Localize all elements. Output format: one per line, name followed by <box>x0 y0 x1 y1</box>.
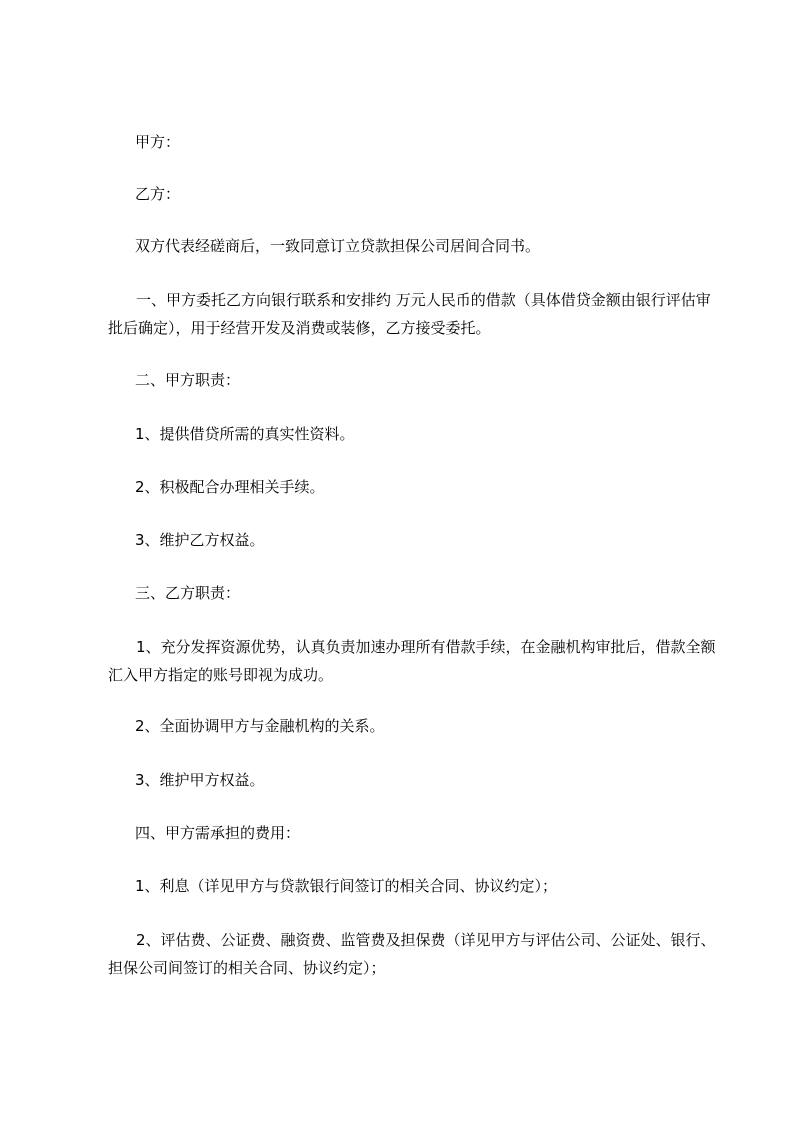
party-b-label: 乙方： <box>135 185 181 203</box>
section-3-item-2: 2、全面协调甲方与金融机构的关系。 <box>135 717 385 735</box>
section-4-item-2: 2、评估费、公证费、融资费、监管费及担保费（详见甲方与评估公司、公证处、银行、担保公司间签订的相关合同、协议约定）； <box>108 931 716 977</box>
section-3-item-1: 1、充分发挥资源优势，认真负责加速办理所有借款手续，在金融机构审批后，借款全额汇入甲方指定的账号即视为成功。 <box>108 638 716 684</box>
section-3-item-3: 3、维护甲方权益。 <box>135 771 265 789</box>
section-4-item-1: 1、利息（详见甲方与贷款银行间签订的相关合同、协议约定）； <box>135 877 558 895</box>
section-4-title: 四、甲方需承担的费用： <box>135 824 301 842</box>
intro-paragraph: 双方代表经磋商后，一致同意订立贷款担保公司居间合同书。 <box>135 237 541 255</box>
section-3-title: 三、乙方职责： <box>135 584 241 602</box>
section-2-item-1: 1、提供借贷所需的真实性资料。 <box>135 425 355 443</box>
section-2-item-3: 3、维护乙方权益。 <box>135 531 265 549</box>
section-2-item-2: 2、积极配合办理相关手续。 <box>135 478 325 496</box>
party-a-label: 甲方： <box>135 133 181 151</box>
clause-1-paragraph: 一、甲方委托乙方向银行联系和安排约 万元人民币的借款（具体借贷金额由银行评估审批后确定），用于经营开发及消费或装修，乙方接受委托。 <box>108 291 711 337</box>
section-2-title: 二、甲方职责： <box>135 371 241 389</box>
